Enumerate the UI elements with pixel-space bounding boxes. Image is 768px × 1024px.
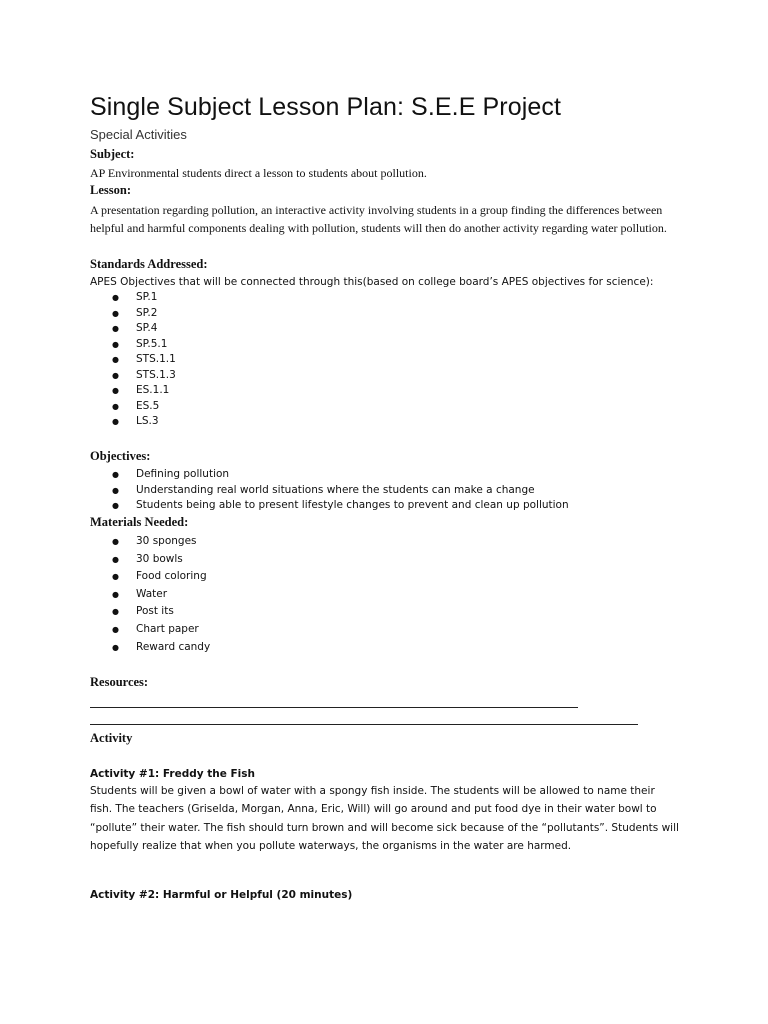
list-item: ● ES.1.1 (112, 383, 176, 399)
list-item: ● ES.5 (112, 399, 176, 415)
subject-heading: Subject: (90, 147, 135, 161)
page-subtitle: Special Activities (90, 127, 187, 142)
standards-list (112, 290, 176, 430)
list-item: ● Defining pollution (112, 467, 569, 483)
materials-heading: Materials Needed: (90, 515, 189, 529)
blank-line (90, 707, 578, 708)
activity-heading: Activity (90, 731, 133, 745)
list-item: ● LS.3 (112, 414, 176, 430)
list-item: ● SP.4 (112, 321, 176, 337)
list-item: ● Understanding real world situations where the students can make a change (112, 483, 569, 499)
list-item: ● Food coloring (112, 568, 210, 586)
activity1-title: Activity #1: Freddy the Fish (90, 768, 255, 780)
list-item: ● Chart paper (112, 621, 210, 639)
page-title: Single Subject Lesson Plan: S.E.E Project (90, 93, 562, 121)
materials-list (112, 533, 210, 656)
list-item: ● Reward candy (112, 639, 210, 657)
objectives-heading: Objectives: (90, 449, 151, 463)
list-item: ● SP.5.1 (112, 337, 176, 353)
objectives-list (112, 467, 569, 514)
resources-heading: Resources: (90, 675, 149, 689)
list-item: ● 30 sponges (112, 533, 210, 551)
list-item: ● Post its (112, 603, 210, 621)
list-item: ● Students being able to present lifestyle changes to prevent and clean up pollution (112, 498, 569, 514)
standards-intro: APES Objectives that will be connected through this(based on college board’s APES objectives for science): (90, 276, 654, 288)
list-item: ● STS.1.1 (112, 352, 176, 368)
activity1-text: Students will be given a bowl of water with a spongy fish inside. The students will be allowed to name their fish. The teachers (Griselda, Morgan, Anna, Eric, Will) will go around and put food dye in their water bowl to “pollute” their water. The fish should turn brown and will become sick because of the “pollutants”. Students will hopefully realize that when you pollute waterways, the organisms in the water are harmed. (90, 785, 679, 852)
standards-heading: Standards Addressed: (90, 257, 208, 271)
blank-line (90, 724, 638, 725)
subject-text: AP Environmental students direct a lesson to students about pollution. (90, 166, 427, 180)
activity2-title: Activity #2: Harmful or Helpful (20 minutes) (90, 889, 353, 901)
list-item: ● SP.1 (112, 290, 176, 306)
list-item: ● STS.1.3 (112, 368, 176, 384)
list-item: ● 30 bowls (112, 551, 210, 569)
lesson-text: A presentation regarding pollution, an interactive activity involving students in a group finding the differences between helpful and harmful components dealing with pollution, students will then do another activity regarding water pollution. (90, 203, 667, 235)
list-item: ● Water (112, 586, 210, 604)
lesson-heading: Lesson: (90, 183, 131, 197)
list-item: ● SP.2 (112, 306, 176, 322)
